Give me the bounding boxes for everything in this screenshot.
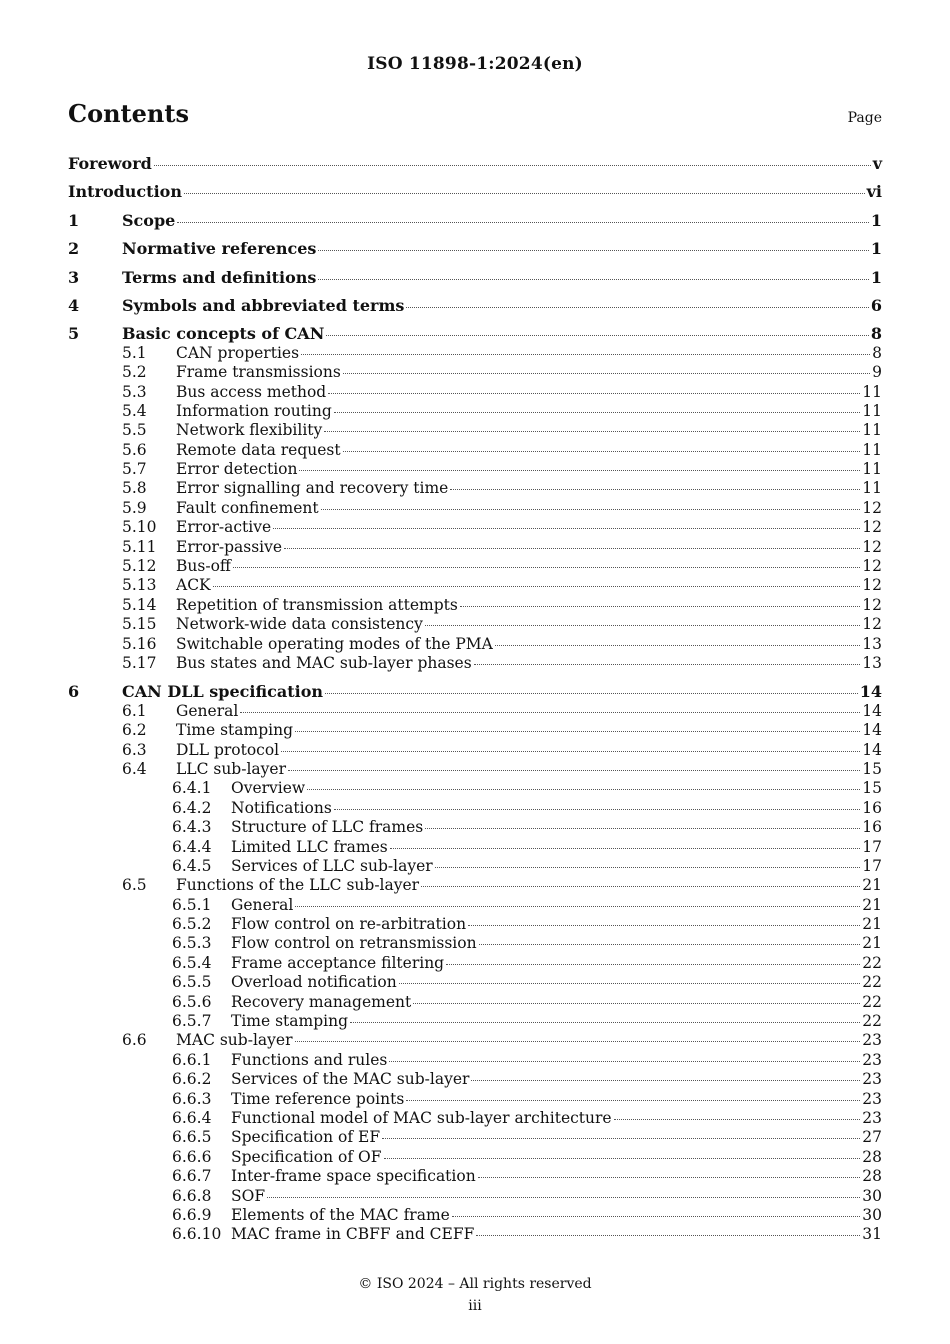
toc-entry-title: Inter-frame space specification (231, 1167, 476, 1186)
toc-entry-title: Repetition of transmission attempts (176, 595, 458, 614)
toc-entry-title: Symbols and abbreviated terms (122, 295, 405, 315)
toc-entry-page: 1 (870, 267, 882, 287)
toc-entry-number: 6.6.5 (172, 1128, 212, 1147)
toc-entry-page: 12 (862, 595, 882, 614)
toc-entry[interactable] (68, 363, 882, 382)
toc-entry-number: 6.5.5 (172, 973, 212, 992)
toc-entry-title: General (231, 895, 294, 914)
toc-entry-title: Flow control on retransmission (231, 934, 477, 953)
toc-entry-page: 17 (862, 856, 882, 875)
dot-leader (471, 1079, 860, 1081)
toc-entry-number: 6.4.4 (172, 837, 212, 856)
dot-leader (343, 372, 870, 374)
toc-entry-title: Network-wide data consistency (176, 615, 423, 634)
toc-entry-number: 5.8 (122, 479, 147, 498)
toc-entry-title: Elements of the MAC frame (231, 1205, 450, 1224)
toc-entry[interactable] (68, 1109, 882, 1128)
toc-entry-page: 14 (862, 721, 882, 740)
toc-entry-page: 12 (862, 615, 882, 634)
dot-leader (318, 278, 868, 280)
toc-entry-title: Overload notification (231, 973, 397, 992)
toc-entry-page: 21 (862, 895, 882, 914)
toc-entry-number: 4 (68, 295, 80, 315)
toc-entry-page: v (872, 154, 882, 173)
dot-leader (614, 1118, 861, 1120)
toc-entry-title: Functions and rules (231, 1050, 388, 1069)
toc-entry-number: 6.6.10 (172, 1225, 222, 1244)
toc-entry-title: Terms and definitions (122, 267, 317, 287)
toc-entry-title: Normative references (122, 239, 317, 259)
toc-entry-number: 5.16 (122, 634, 157, 653)
toc-entry-number: 6.3 (122, 740, 147, 759)
document-header: ISO 11898-1:2024(en) (367, 54, 583, 74)
toc-entry-page: 13 (862, 634, 882, 653)
toc-entry-number: 6.6.2 (172, 1070, 212, 1089)
toc-entry[interactable] (68, 615, 882, 634)
toc-entry-title: Error signalling and recovery time (176, 479, 449, 498)
toc-entry[interactable] (68, 635, 882, 654)
toc-entry[interactable] (68, 915, 882, 934)
toc-entry[interactable] (68, 741, 882, 760)
toc-entry-title: Switchable operating modes of the PMA (176, 634, 493, 653)
toc-entry-page: 12 (862, 576, 882, 595)
toc-entry-page: 23 (862, 1089, 882, 1108)
dot-leader (399, 982, 861, 984)
toc-entry-number: 1 (68, 210, 80, 230)
toc-entry-page: 1 (870, 210, 882, 230)
toc-entry-number: 6.1 (122, 701, 147, 720)
toc-entry-title: Network flexibility (176, 421, 323, 440)
dot-leader (267, 1196, 860, 1198)
toc-entry[interactable] (68, 682, 882, 701)
toc-entry-page: 21 (862, 915, 882, 934)
toc-entry-title: Bus states and MAC sub-layer phases (176, 653, 472, 672)
toc-entry-number: 6.5.1 (172, 895, 212, 914)
toc-entry[interactable] (68, 182, 882, 201)
toc-entry-title: General (176, 701, 239, 720)
toc-entry-title: Flow control on re-arbitration (231, 915, 467, 934)
toc-entry-title: Functions of the LLC sub-layer (176, 876, 420, 895)
toc-entry-page: 15 (862, 759, 882, 778)
toc-entry-number: 5.9 (122, 498, 147, 517)
toc-entry[interactable] (68, 1206, 882, 1225)
toc-entry-title: Structure of LLC frames (231, 818, 424, 837)
toc-entry-title: MAC sub-layer (176, 1031, 293, 1050)
toc-entry[interactable] (68, 596, 882, 615)
toc-entry-page: 1 (870, 239, 882, 259)
toc-entry[interactable] (68, 954, 882, 973)
toc-entry-page: 11 (862, 479, 882, 498)
dot-leader (474, 663, 861, 665)
dot-leader (154, 164, 871, 166)
toc-entry-number: 6.4.2 (172, 798, 212, 817)
copyright-footer: © ISO 2024 – All rights reserved (358, 1276, 592, 1292)
dot-leader (435, 866, 861, 868)
toc-entry-number: 6.5.2 (172, 915, 212, 934)
dot-leader (307, 788, 860, 790)
dot-leader (450, 488, 860, 490)
toc-entry-title: Time stamping (176, 721, 293, 740)
toc-entry-number: 5 (68, 324, 80, 344)
dot-leader (334, 808, 860, 810)
toc-entry-title: Notifications (231, 798, 332, 817)
dot-leader (213, 585, 861, 587)
toc-entry-number: 6.6.1 (172, 1050, 212, 1069)
toc-entry-page: 28 (862, 1167, 882, 1186)
toc-entry[interactable] (68, 499, 882, 518)
toc-entry-page: 12 (862, 557, 882, 576)
toc-entry[interactable] (68, 383, 882, 402)
toc-entry[interactable] (68, 1051, 882, 1070)
toc-entry[interactable] (68, 654, 882, 673)
toc-entry-page: 22 (862, 1012, 882, 1031)
toc-entry-number: 6.6.8 (172, 1186, 212, 1205)
toc-entry-page: 22 (862, 953, 882, 972)
dot-leader (384, 1157, 861, 1159)
toc-entry-title: Services of the MAC sub-layer (231, 1070, 470, 1089)
toc-entry-title: Frame acceptance filtering (231, 953, 445, 972)
dot-leader (413, 1002, 860, 1004)
toc-entry-number: 5.17 (122, 653, 157, 672)
toc-entry[interactable] (68, 1090, 882, 1109)
toc-entry-page: 27 (862, 1128, 882, 1147)
toc-entry-page: 15 (862, 779, 882, 798)
toc-entry[interactable] (68, 518, 882, 537)
page-column-label: Page (847, 110, 882, 126)
toc-entry-number: 5.2 (122, 363, 147, 382)
toc-entry-title: Error detection (176, 460, 298, 479)
toc-entry-page: 8 (872, 343, 882, 362)
dot-leader (476, 1234, 860, 1236)
toc-entry-page: 21 (862, 934, 882, 953)
toc-entry-page: 23 (862, 1108, 882, 1127)
dot-leader (318, 249, 868, 251)
toc-entry[interactable] (68, 344, 882, 363)
toc-entry-title: Error-active (176, 518, 272, 537)
toc-entry-title: Foreword (68, 154, 152, 173)
dot-leader (328, 392, 860, 394)
dot-leader (334, 411, 861, 413)
toc-entry[interactable] (68, 857, 882, 876)
toc-entry[interactable] (68, 1031, 882, 1050)
toc-entry-number: 5.5 (122, 421, 147, 440)
toc-entry-title: Frame transmissions (176, 363, 341, 382)
toc-entry[interactable] (68, 896, 882, 915)
toc-entry-title: LLC sub-layer (176, 759, 287, 778)
toc-entry[interactable] (68, 441, 882, 460)
toc-entry-number: 5.14 (122, 595, 157, 614)
toc-entry-number: 6.6.9 (172, 1205, 212, 1224)
toc-entry-number: 6.5.3 (172, 934, 212, 953)
toc-entry[interactable] (68, 268, 882, 287)
toc-entry[interactable] (68, 1070, 882, 1089)
toc-entry[interactable] (68, 460, 882, 479)
toc-entry-page: 28 (862, 1147, 882, 1166)
toc-entry-title: Remote data request (176, 440, 341, 459)
toc-entry-title: Overview (231, 779, 306, 798)
toc-entry-title: CAN properties (176, 343, 300, 362)
toc-entry-title: SOF (231, 1186, 266, 1205)
toc-entry-number: 6.4.3 (172, 818, 212, 837)
toc-entry-page: 14 (859, 682, 882, 702)
toc-entry-page: 8 (870, 324, 882, 344)
toc-entry[interactable] (68, 576, 882, 595)
toc-entry-title: Introduction (68, 182, 182, 202)
toc-entry[interactable] (68, 993, 882, 1012)
dot-leader (295, 905, 860, 907)
toc-entry-page: 22 (862, 992, 882, 1011)
toc-entry-title: Specification of EF (231, 1128, 381, 1147)
toc-entry-title: Recovery management (231, 992, 412, 1011)
toc-entry-number: 6.6.7 (172, 1167, 212, 1186)
toc-entry[interactable] (68, 876, 882, 895)
toc-entry-title: DLL protocol (176, 740, 280, 759)
toc-entry-title: Bus-off (176, 557, 231, 576)
table-of-contents (68, 154, 882, 1245)
dot-leader (421, 885, 860, 887)
dot-leader (273, 527, 860, 529)
toc-entry-number: 6.6 (122, 1031, 147, 1050)
toc-entry-page: 30 (862, 1205, 882, 1224)
dot-leader (495, 644, 860, 646)
dot-leader (240, 711, 860, 713)
toc-entry-page: 11 (862, 460, 882, 479)
toc-entry-number: 5.12 (122, 557, 157, 576)
toc-entry-number: 6.5.7 (172, 1012, 212, 1031)
toc-entry-title: Time reference points (231, 1089, 405, 1108)
toc-entry[interactable] (68, 479, 882, 498)
toc-entry-number: 6.5 (122, 876, 147, 895)
dot-leader (382, 1137, 860, 1139)
toc-entry-page: 17 (862, 837, 882, 856)
toc-entry-number: 6.4 (122, 759, 147, 778)
toc-entry[interactable] (68, 154, 882, 173)
toc-entry[interactable] (68, 934, 882, 953)
dot-leader (406, 1099, 860, 1101)
toc-entry-title: Basic concepts of CAN (122, 324, 325, 344)
toc-entry-page: 11 (862, 401, 882, 420)
toc-entry[interactable] (68, 557, 882, 576)
toc-entry[interactable] (68, 296, 882, 315)
toc-entry-number: 6.6.4 (172, 1108, 212, 1127)
dot-leader (406, 306, 868, 308)
toc-entry[interactable] (68, 239, 882, 258)
toc-entry-number: 6.4.1 (172, 779, 212, 798)
toc-entry[interactable] (68, 973, 882, 992)
dot-leader (425, 624, 860, 626)
toc-entry-title: CAN DLL specification (122, 682, 323, 702)
toc-entry-page: 22 (862, 973, 882, 992)
dot-leader (479, 943, 861, 945)
toc-entry-number: 5.4 (122, 401, 147, 420)
dot-leader (452, 1215, 860, 1217)
toc-entry[interactable] (68, 324, 882, 343)
dot-leader (184, 192, 865, 194)
dot-leader (295, 1040, 861, 1042)
toc-entry-page: 23 (862, 1031, 882, 1050)
dot-leader (446, 963, 860, 965)
toc-entry-number: 5.11 (122, 537, 157, 556)
toc-entry-title: Limited LLC frames (231, 837, 388, 856)
toc-entry-page: 16 (862, 818, 882, 837)
toc-entry[interactable] (68, 211, 882, 230)
dot-leader (325, 692, 858, 694)
toc-entry-title: Functional model of MAC sub-layer architecture (231, 1108, 612, 1127)
toc-entry-page: 6 (870, 295, 882, 315)
dot-leader (177, 221, 869, 223)
toc-entry[interactable] (68, 402, 882, 421)
contents-title: Contents (68, 99, 189, 128)
toc-entry-page: 14 (862, 701, 882, 720)
toc-entry[interactable] (68, 1167, 882, 1186)
toc-entry-number: 5.7 (122, 460, 147, 479)
toc-entry[interactable] (68, 1187, 882, 1206)
toc-entry[interactable] (68, 702, 882, 721)
toc-entry-page: 14 (862, 740, 882, 759)
dot-leader (299, 469, 860, 471)
toc-entry[interactable] (68, 1148, 882, 1167)
toc-entry-page: 9 (872, 363, 882, 382)
toc-entry[interactable] (68, 760, 882, 779)
dot-leader (326, 334, 869, 336)
toc-entry-page: 13 (862, 653, 882, 672)
toc-entry-page: 11 (862, 421, 882, 440)
dot-leader (233, 566, 860, 568)
toc-entry-page: 31 (862, 1225, 882, 1244)
toc-entry-title: Information routing (176, 401, 332, 420)
toc-entry[interactable] (68, 721, 882, 740)
dot-leader (425, 827, 860, 829)
toc-entry-page: 23 (862, 1070, 882, 1089)
toc-entry-number: 6.6.3 (172, 1089, 212, 1108)
toc-entry-number: 5.10 (122, 518, 157, 537)
toc-entry-title: Scope (122, 210, 176, 230)
dot-leader (460, 605, 860, 607)
dot-leader (281, 750, 860, 752)
toc-entry-page: 30 (862, 1186, 882, 1205)
dot-leader (288, 769, 860, 771)
toc-entry-number: 3 (68, 267, 80, 287)
toc-entry-page: 16 (862, 798, 882, 817)
toc-entry-title: Fault confinement (176, 498, 319, 517)
toc-entry-title: Services of LLC sub-layer (231, 856, 433, 875)
toc-entry-page: 11 (862, 440, 882, 459)
dot-leader (350, 1021, 860, 1023)
toc-entry-page: vi (866, 182, 882, 202)
toc-entry-page: 11 (862, 382, 882, 401)
toc-entry[interactable] (68, 421, 882, 440)
toc-entry-title: Time stamping (231, 1012, 348, 1031)
toc-entry[interactable] (68, 1128, 882, 1147)
dot-leader (284, 547, 860, 549)
dot-leader (478, 1176, 861, 1178)
toc-entry-page: 12 (862, 498, 882, 517)
dot-leader (389, 1060, 860, 1062)
toc-entry-number: 5.15 (122, 615, 157, 634)
toc-entry-number: 6.6.6 (172, 1147, 212, 1166)
dot-leader (468, 924, 860, 926)
dot-leader (321, 508, 861, 510)
toc-entry[interactable] (68, 1225, 882, 1244)
toc-entry-number: 2 (68, 239, 80, 259)
dot-leader (324, 430, 860, 432)
toc-entry[interactable] (68, 838, 882, 857)
toc-entry[interactable] (68, 818, 882, 837)
toc-entry-page: 23 (862, 1050, 882, 1069)
toc-entry[interactable] (68, 799, 882, 818)
toc-entry-number: 5.1 (122, 343, 147, 362)
toc-entry-number: 6.4.5 (172, 856, 212, 875)
toc-entry-number: 5.3 (122, 382, 147, 401)
dot-leader (343, 450, 861, 452)
toc-entry-number: 5.13 (122, 576, 157, 595)
dot-leader (390, 847, 861, 849)
toc-entry-title: ACK (176, 576, 211, 595)
toc-entry-page: 12 (862, 518, 882, 537)
page-number: iii (468, 1298, 482, 1314)
toc-entry-title: Error-passive (176, 537, 283, 556)
toc-entry-number: 5.6 (122, 440, 147, 459)
toc-entry-number: 6.5.6 (172, 992, 212, 1011)
dot-leader (301, 353, 870, 355)
toc-entry[interactable] (68, 538, 882, 557)
toc-entry-number: 6.5.4 (172, 953, 212, 972)
toc-entry-title: Specification of OF (231, 1147, 382, 1166)
toc-entry-page: 21 (862, 876, 882, 895)
toc-entry-title: MAC frame in CBFF and CEFF (231, 1225, 475, 1244)
toc-entry-number: 6 (68, 682, 80, 702)
toc-entry-title: Bus access method (176, 382, 327, 401)
toc-entry-page: 12 (862, 537, 882, 556)
toc-entry[interactable] (68, 1012, 882, 1031)
toc-entry-number: 6.2 (122, 721, 147, 740)
dot-leader (295, 730, 860, 732)
toc-entry[interactable] (68, 779, 882, 798)
